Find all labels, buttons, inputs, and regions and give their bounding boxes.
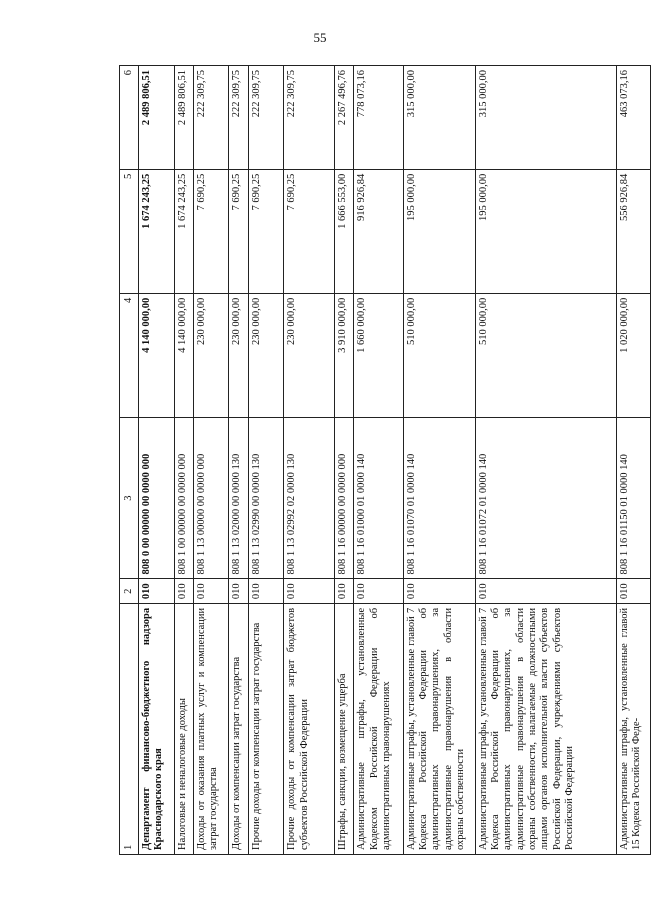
row-name-cell: Административные штрафы, установленные Кодексом Российской Федерации об административных правонарушениях — [354, 603, 403, 854]
table-row — [248, 66, 284, 855]
row-remaining-value-cell: 222 309,75 — [284, 66, 335, 170]
header-col-4: 4 — [120, 293, 139, 417]
row-remaining-value-cell: 222 309,75 — [248, 66, 284, 170]
table-row — [229, 66, 248, 855]
budget-table — [119, 65, 651, 855]
row-kbk-cell: 808 1 13 02992 02 0000 130 — [284, 417, 335, 579]
row-executed-value-cell: 7 690,25 — [248, 169, 284, 293]
header-col-1: 1 — [120, 603, 139, 854]
table-row — [139, 66, 175, 855]
row-plan-value-cell: 230 000,00 — [229, 293, 248, 417]
table-row — [284, 66, 335, 855]
row-code-cell: 010 — [616, 579, 651, 603]
row-kbk-cell: 808 1 13 02990 00 0000 130 — [248, 417, 284, 579]
row-plan-value-cell: 3 910 000,00 — [334, 293, 353, 417]
row-remaining-value-cell: 778 073,16 — [354, 66, 403, 170]
table-body — [139, 66, 651, 855]
row-plan-value-cell: 510 000,00 — [403, 293, 475, 417]
row-plan-value-cell: 230 000,00 — [284, 293, 335, 417]
row-executed-value-cell: 7 690,25 — [284, 169, 335, 293]
row-remaining-value-cell: 315 000,00 — [403, 66, 475, 170]
row-code-cell: 010 — [475, 579, 616, 603]
row-kbk-cell: 808 1 13 02000 00 0000 130 — [229, 417, 248, 579]
row-name-cell: Административные штрафы, установленные главой 7 Кодекса Российской Федерации об административных правонарушениях, за административные правонарушения в области охраны собственности, налагаемые должностными лицами органов исполнительной власти субъектов Российской Федерации, учреждениями субъектов Российской Федерации — [475, 603, 616, 854]
row-code-cell: 010 — [139, 579, 175, 603]
header-row — [120, 66, 139, 855]
row-code-cell: 010 — [403, 579, 475, 603]
row-code-cell: 010 — [354, 579, 403, 603]
row-kbk-cell: 808 1 16 01000 01 0000 140 — [354, 417, 403, 579]
table-row — [616, 66, 651, 855]
row-name-cell: Административные штрафы, установленные главой 15 Кодекса Российской Феде- — [616, 603, 651, 854]
row-kbk-cell: 808 1 16 01150 01 0000 140 — [616, 417, 651, 579]
row-remaining-value-cell: 2 489 806,51 — [139, 66, 175, 170]
row-code-cell: 010 — [174, 579, 193, 603]
header-col-6: 6 — [120, 66, 139, 170]
page-number: 55 — [313, 30, 327, 45]
table-row — [354, 66, 403, 855]
row-remaining-value-cell: 463 073,16 — [616, 66, 651, 170]
row-plan-value-cell: 4 140 000,00 — [139, 293, 175, 417]
row-remaining-value-cell: 2 267 496,76 — [334, 66, 353, 170]
row-name-cell: Прочие доходы от компенсации затрат бюджетов субъектов Российской Федерации — [284, 603, 335, 854]
row-executed-value-cell: 7 690,25 — [229, 169, 248, 293]
row-name-cell: Налоговые и неналоговые доходы — [174, 603, 193, 854]
row-remaining-value-cell: 222 309,75 — [193, 66, 229, 170]
table-row — [403, 66, 475, 855]
row-code-cell: 010 — [193, 579, 229, 603]
row-remaining-value-cell: 222 309,75 — [229, 66, 248, 170]
row-plan-value-cell: 230 000,00 — [193, 293, 229, 417]
row-plan-value-cell: 510 000,00 — [475, 293, 616, 417]
row-executed-value-cell: 1 674 243,25 — [174, 169, 193, 293]
row-code-cell: 010 — [248, 579, 284, 603]
row-plan-value-cell: 4 140 000,00 — [174, 293, 193, 417]
rotated-table-wrapper — [119, 65, 651, 855]
row-kbk-cell: 808 1 13 00000 00 0000 000 — [193, 417, 229, 579]
row-executed-value-cell: 195 000,00 — [475, 169, 616, 293]
row-plan-value-cell: 1 020 000,00 — [616, 293, 651, 417]
row-code-cell: 010 — [334, 579, 353, 603]
row-code-cell: 010 — [229, 579, 248, 603]
row-kbk-cell: 808 1 00 00000 00 0000 000 — [174, 417, 193, 579]
row-remaining-value-cell: 2 489 806,51 — [174, 66, 193, 170]
row-kbk-cell: 808 1 16 01072 01 0000 140 — [475, 417, 616, 579]
table-row — [193, 66, 229, 855]
row-code-cell: 010 — [284, 579, 335, 603]
header-col-2: 2 — [120, 579, 139, 603]
row-executed-value-cell: 1 666 553,00 — [334, 169, 353, 293]
row-plan-value-cell: 1 660 000,00 — [354, 293, 403, 417]
row-name-cell: Департамент финансово-бюджетного надзора Краснодарского края — [139, 603, 175, 854]
table-row — [475, 66, 616, 855]
table-row — [334, 66, 353, 855]
row-executed-value-cell: 7 690,25 — [193, 169, 229, 293]
header-col-5: 5 — [120, 169, 139, 293]
row-executed-value-cell: 556 926,84 — [616, 169, 651, 293]
row-kbk-cell: 808 0 00 00000 00 0000 000 — [139, 417, 175, 579]
row-kbk-cell: 808 1 16 00000 00 0000 000 — [334, 417, 353, 579]
row-name-cell: Штрафы, санкции, возмещение ущерба — [334, 603, 353, 854]
row-name-cell: Прочие доходы от компенсации затрат государства — [248, 603, 284, 854]
row-name-cell: Административные штрафы, установленные главой 7 Кодекса Российской Федерации об административных правонарушениях, за административные правонарушения в области охраны собственности — [403, 603, 475, 854]
row-name-cell: Доходы от компенсации затрат государства — [229, 603, 248, 854]
row-executed-value-cell: 1 674 243,25 — [139, 169, 175, 293]
table-row — [174, 66, 193, 855]
row-kbk-cell: 808 1 16 01070 01 0000 140 — [403, 417, 475, 579]
row-remaining-value-cell: 315 000,00 — [475, 66, 616, 170]
row-executed-value-cell: 916 926,84 — [354, 169, 403, 293]
header-col-3: 3 — [120, 417, 139, 579]
row-executed-value-cell: 195 000,00 — [403, 169, 475, 293]
row-plan-value-cell: 230 000,00 — [248, 293, 284, 417]
row-name-cell: Доходы от оказания платных услуг и компенсации затрат государства — [193, 603, 229, 854]
